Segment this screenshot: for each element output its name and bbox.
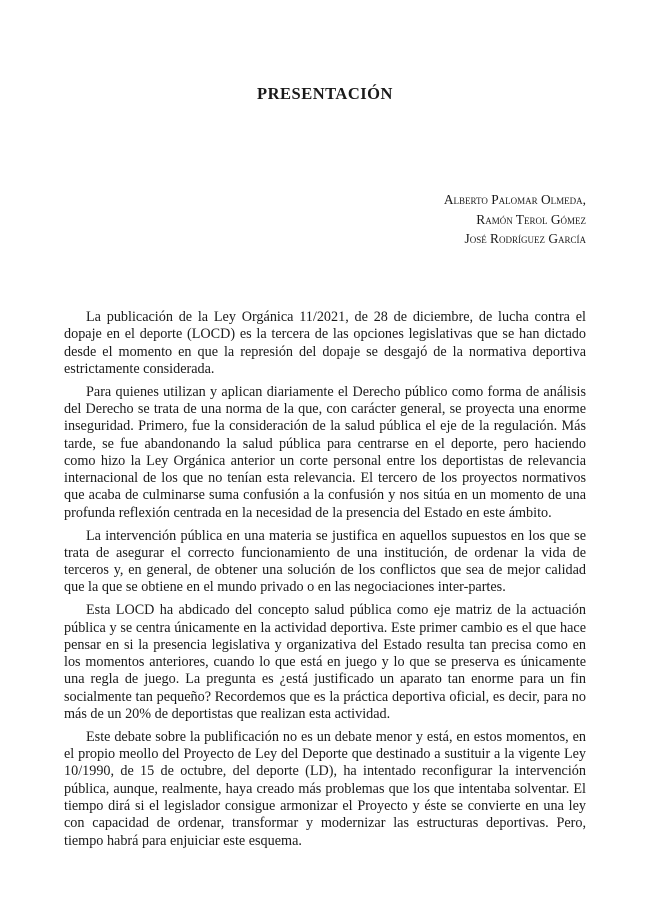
page-title: PRESENTACIÓN (257, 84, 393, 103)
paragraph: Esta LOCD ha abdicado del concepto salud pública como eje matriz de la actuación pública y se centra únicamente en la actividad deportiva. Este primer cambio es el que hace pensar en si la presencia legislativa y organizativa del Estado resulta tan precisa como en los momentos anteriores, cuando lo que está en juego y lo que se preserva es únicamente una regla de juego. La pregunta es ¿está justificado un aparato tan enorme para un fin socialmente tan pequeño? Recordemos que es la práctica deportiva oficial, es decir, para no más de un 20% de deportistas que realizan esta actividad. (64, 602, 586, 723)
paragraph: Este debate sobre la publificación no es un debate menor y está, en estos momentos, en el propio meollo del Proyecto de Ley del Deporte que destinado a sustituir a la vigente Ley 10/1990, de 15 de octubre, del deporte (LD), ha intentado reconfigurar la intervención pública, aunque, realmente, haya creado más problemas que los que intentaba solventar. El tiempo dirá si el legislador consigue armonizar el Proyecto y éste se convierte en una ley con capacidad de ordenar, transformar y modernizar las estructuras deportivas. Pero, tiempo habrá para enjuiciar este esquema. (64, 728, 586, 849)
body-text (64, 309, 586, 855)
paragraph: Para quienes utilizan y aplican diariamente el Derecho público como forma de análisis del Derecho se trata de una norma de la que, con carácter general, se proyecta una enorme inseguridad. Primero, fue la consideración de la salud pública el eje de la regulación. Más tarde, se fue abandonando la salud pública para centrarse en el deporte, pero haciendo como hizo la Ley Orgánica anterior un corte personal entre los deportistas de relevancia internacional de los que no tenían esta relevancia. El tercero de los proyectos normativos que acaba de culminarse suma confusión a la confusión y nos sitúa en un momento de una profunda reflexión centrada en la necesidad de la presencia del Estado en este ámbito. (64, 383, 586, 521)
paragraph: La publicación de la Ley Orgánica 11/2021, de 28 de diciembre, de lucha contra el dopaje en el deporte (LOCD) es la tercera de las opciones legislativas que se han dictado desde el momento en que la represión del dopaje se desgajó de la normativa deportiva estrictamente considerada. (64, 309, 586, 377)
paragraph: La intervención pública en una materia se justifica en aquellos supuestos en los que se trata de asegurar el correcto funcionamiento de una institución, de ordenar la vida de terceros y, en general, de obtener una solución de los conflictos que sea de mejor calidad que la que se obtiene en el mundo privado o en las negociaciones inter-partes. (64, 527, 586, 596)
author-name: Alberto Palomar Olmeda, (443, 192, 586, 207)
author-name: Ramón Terol Gómez (476, 211, 586, 227)
author-name: José Rodríguez García (464, 231, 586, 246)
author-list (444, 190, 586, 249)
